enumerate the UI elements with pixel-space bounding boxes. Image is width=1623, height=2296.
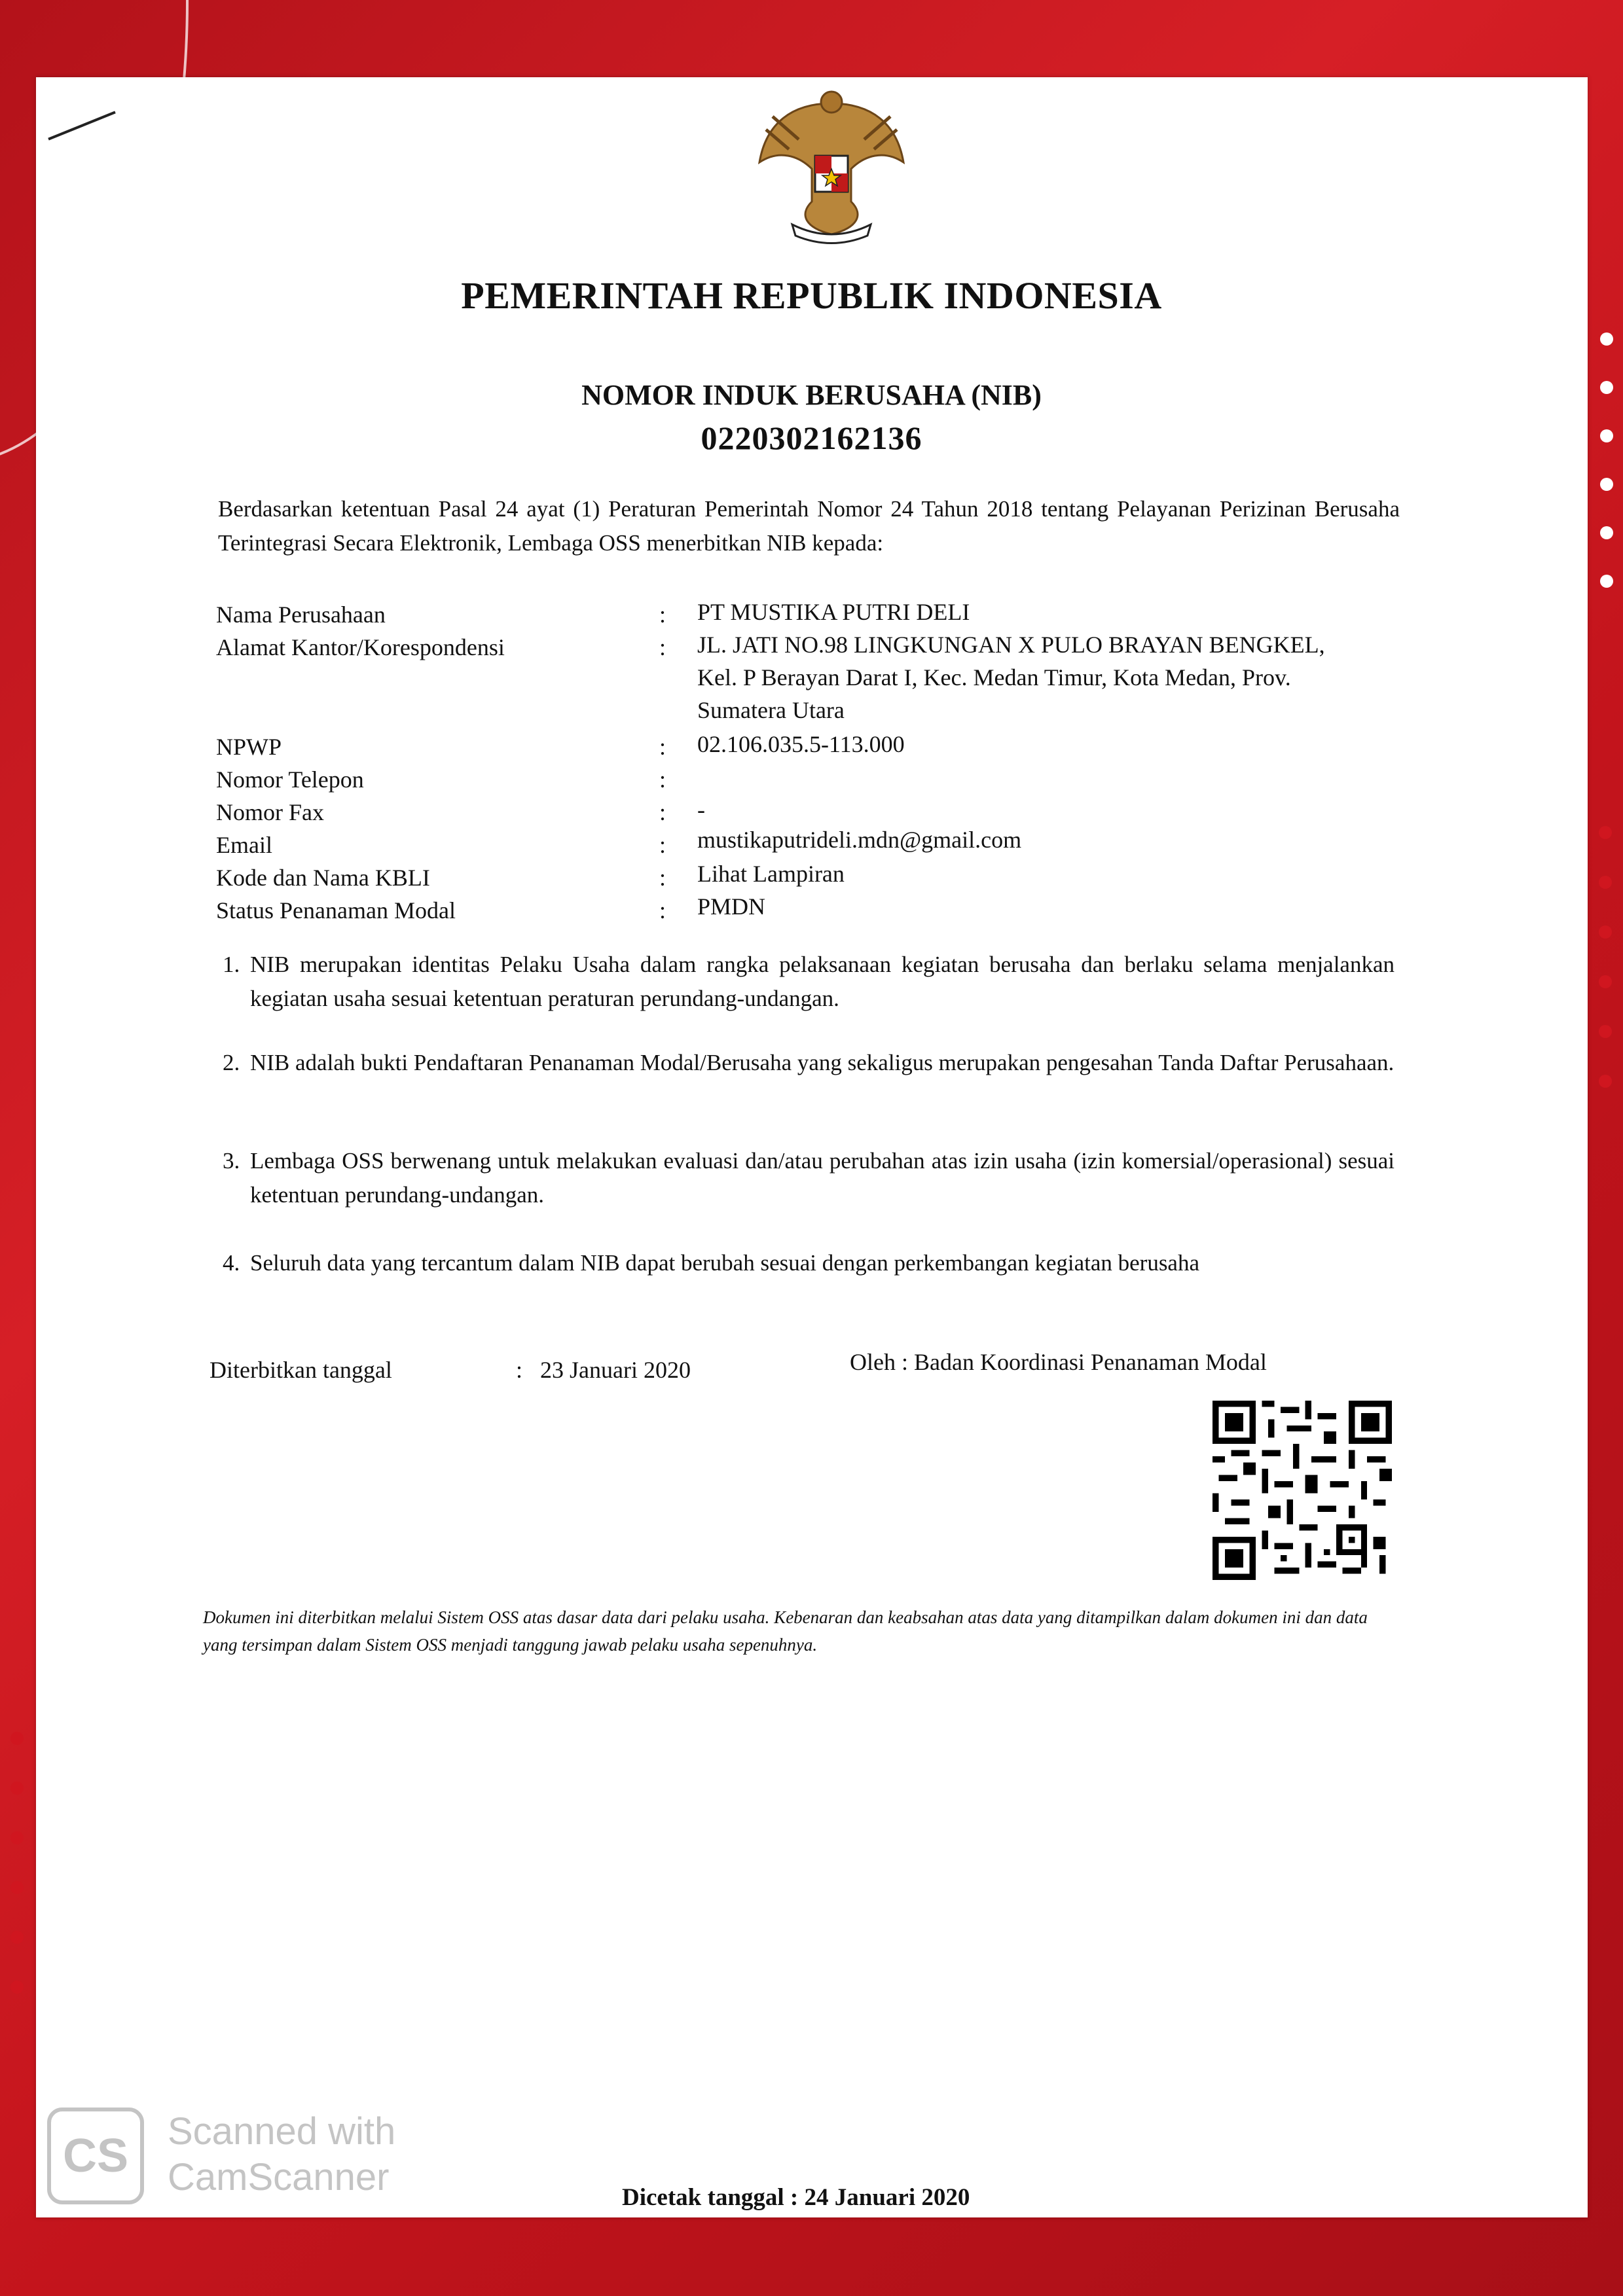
intro-paragraph: Berdasarkan ketentuan Pasal 24 ayat (1) Peraturan Pemerintah Nomor 24 Tahun 2018 tentang Pelayanan Perizinan Berusaha Terintegrasi Secara Elektronik, Lembaga OSS menerbitkan NIB kepada: [218,496,1400,556]
field-separator: : [659,832,666,858]
issuer: Oleh : Badan Koordinasi Penanaman Modal [850,1349,1267,1375]
watermark-line-1: Scanned with [168,2110,396,2153]
garuda-emblem-icon [753,84,910,247]
camscanner-logo-icon [47,2108,144,2204]
edge-dot [1599,876,1612,889]
note-number: 1. [223,952,240,977]
note-number: 3. [223,1148,240,1174]
printed-date: Dicetak tanggal : 24 Januari 2020 [622,2184,970,2211]
field-label: Nomor Fax [216,799,324,825]
note-item [223,1246,1395,1280]
field-separator: : [659,734,666,760]
document-title: NOMOR INDUK BERUSAHA (NIB) [581,379,1042,411]
field-separator: : [659,601,666,628]
qr-code-icon [1213,1401,1392,1580]
field-value: 02.106.035.5-113.000 [697,731,905,757]
field-label: Email [216,832,272,858]
note-text: Seluruh data yang tercantum dalam NIB dapat berubah sesuai dengan perkembangan kegiatan berusaha [250,1250,1200,1276]
field-separator: : [659,897,666,924]
watermark-line-2: CamScanner [168,2156,390,2198]
nib-number: 0220302162136 [701,420,922,456]
field-value: PT MUSTIKA PUTRI DELI [697,599,970,625]
field-label: Nama Perusahaan [216,601,386,628]
field-separator: : [659,799,666,825]
field-value: - [697,797,705,823]
field-label: Status Penanaman Modal [216,897,456,924]
frame-dot [1600,526,1613,539]
frame-dot [1600,332,1613,346]
note-text: NIB merupakan identitas Pelaku Usaha dalam rangka pelaksanaan kegiatan berusaha dan berlaku selama menjalankan kegiatan usaha sesuai ketentuan peraturan perundang-undangan. [250,952,1395,1011]
frame-dot [1600,575,1613,588]
note-text: Lembaga OSS berwenang untuk melakukan evaluasi dan/atau perubahan atas izin usaha (izin komersial/operasional) sesuai ketentuan perundang-undangan. [250,1148,1395,1208]
address-line-2: Kel. P Berayan Darat I, Kec. Medan Timur, Kota Medan, Prov. [697,664,1291,691]
issue-date-label: Diterbitkan tanggal [210,1357,392,1383]
edge-dot [10,1831,24,1844]
field-value [697,628,1398,726]
camscanner-logo-text: CS [62,2130,129,2182]
edge-dot [10,1782,24,1795]
issue-date-separator: : [516,1357,523,1383]
note-item [223,948,1395,1016]
field-value: PMDN [697,893,766,920]
note-item [223,1046,1395,1080]
note-number: 2. [223,1050,240,1075]
note-number: 4. [223,1250,240,1276]
field-value: Lihat Lampiran [697,861,845,887]
field-separator: : [659,634,666,660]
edge-dot [1599,826,1612,839]
edge-dot [1599,975,1612,988]
field-separator: : [659,766,666,793]
issue-date-value: 23 Januari 2020 [540,1357,691,1383]
edge-dot [10,1981,24,1994]
frame-dot [1600,478,1613,491]
edge-dot [10,1881,24,1894]
edge-dot [1599,925,1612,939]
field-label: Nomor Telepon [216,766,364,793]
edge-dot [10,1732,24,1745]
address-line-1: JL. JATI NO.98 LINGKUNGAN X PULO BRAYAN BENGKEL, [697,632,1325,658]
address-line-3: Sumatera Utara [697,697,845,723]
government-title: PEMERINTAH REPUBLIK INDONESIA [461,274,1162,317]
note-item [223,1144,1395,1212]
edge-dot [10,1931,24,1944]
field-label: Alamat Kantor/Korespondensi [216,634,505,660]
disclaimer: Dokumen ini diterbitkan melalui Sistem OSS atas dasar data dari pelaku usaha. Kebenaran dan keabsahan atas data yang ditampilkan dalam dokumen ini dan data yang tersimpan dalam Sistem OSS menjadi tanggung jawab pelaku usaha sepenuhnya. [203,1607,1368,1655]
edge-dot [1599,1075,1612,1088]
field-value: mustikaputrideli.mdn@gmail.com [697,827,1022,853]
field-label: Kode dan Nama KBLI [216,865,430,891]
edge-dot [1599,1025,1612,1038]
field-separator: : [659,865,666,891]
note-text: NIB adalah bukti Pendaftaran Penanaman Modal/Berusaha yang sekaligus merupakan pengesahan Tanda Daftar Perusahaan. [250,1050,1395,1075]
field-label: NPWP [216,734,282,760]
camscanner-watermark [168,2109,395,2200]
